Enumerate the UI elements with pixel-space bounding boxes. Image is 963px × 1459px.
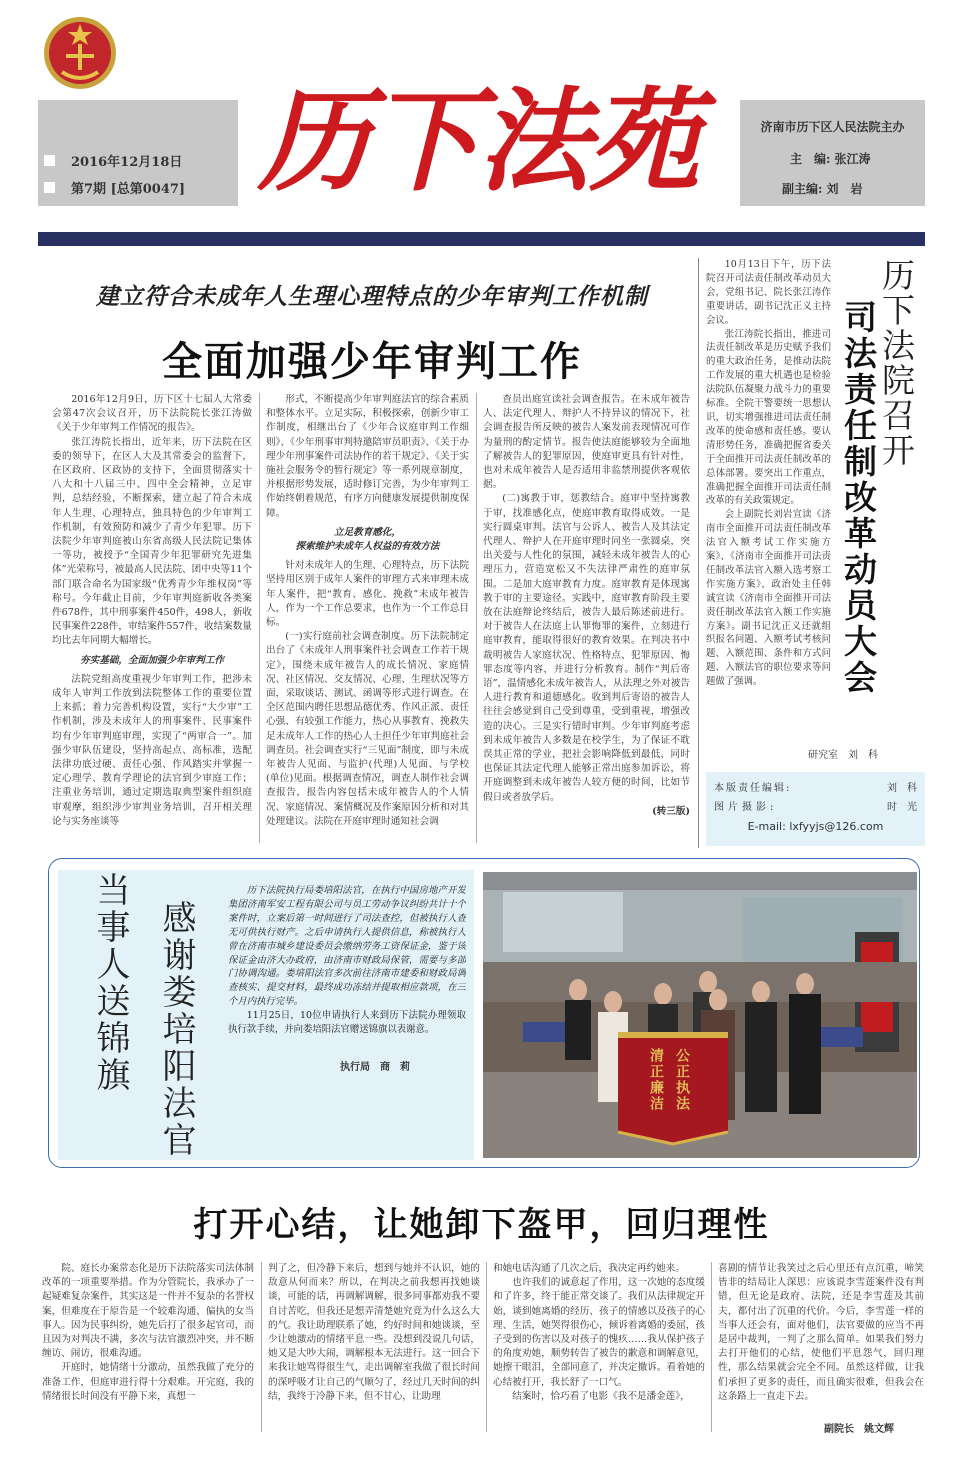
article1-col1: 2016年12月9日，历下区十七届人大常委会第47次会议召开，历下法院院长张江涛做《关于少年审判工作情况的报告》。 张江涛院长指出，近年来，历下法院在区委的领导下，在区人大及其常委会的监督下，在区政府、区政协的支持下，全面贯彻落实十八大和十八届三中、四中全会精神，立足审判，总结经验，不断探索，建立起了符合未成年人生理、心理特点，独具特色的少年审判工作机制，有效预防和减少了青少年犯罪。历下法院少年审判庭被山东省高级人民法院记集体一等功，被授予“全国青少年犯罪研究先进集体”光荣称号，被最高人民法院、团中央等11个部门联合命名为国家级“优秀青少年维权岗”等称号。今年截止目前，少年审判庭新收各类案件678件，其中刑事案件450件，498人，新收民事案件228件，审结案件557件，收结案数量均比去年同期大幅增长。 夯实基础，全面加强少年审判工作 法院党组高度重视少年审判工作，把涉未成年人审判工作放到法院整体工作的重要位置上来抓；着力完善机构设置，实行“大少审”工作机制，涉及未成年人的刑事案件、民事案件均有少年审判庭审理，实现了“两审合一”。加强少审队伍建设，坚持高起点、高标准，选配法律功底过硬、责任心强、作风踏实并掌握一定心理学、教育学理论的法官到少审庭工作；注重业务培训，通过定期选取典型案件组织庭审观摩，组织涉少审判业务培训，召开相关理论与实务座谈等 [52,394,252,827]
newspaper-title: 历下法苑 [258,76,698,207]
banner-text-right: 公正执法 [674,1048,690,1112]
article3-headline-a: 当事人送锦旗 [90,872,130,1094]
article1-col2: 形式，不断提高少年审判庭法官的综合素质和整体水平。立足实际，积极探索，创新少审工作制度，相继出台了《少年合议庭审判工作细则》、《少年刑事审判特邀陪审员职责》、《关于办理少年刑事案件司法协作的若干规定》、《关于实施社会服务令的暂行规定》等一系列规章制度，并根据形势发展，适时修订完善，为少年审判工作始终朝着规范，有序方向健康发展提供制度保障。 立足教育感化， 探索维护未成年人权益的有效方法 针对未成年人的生理、心理特点，历下法院坚持用区别于成年人案件的审理方式来审理未成年人案件，把“教育、感化、挽救”未成年被告人，作为一个工作总要求，也作为一个工作总目标。 (一)实行庭前社会调查制度。历下法院制定出台了《未成年人刑事案件社会调查工作若干规定》，围绕未成年被告人的成长情况、家庭情况、社区情况、交友情况、心理、生理状况等方面，采取谈话、测试、函调等形式进行调查。在全区范围内聘任思想品德优秀、作风正派、责任心强、有较强工作能力，热心从事教育、挽救失足未成年人工作的热心人士担任少年审判庭社会调查员。社会调查实行“三见面”制度，即与未成年被告人见面、与监护(代理)人见面、与学校(单位)见面。根据调查情况，调查人制作社会调查报告，报告内容包括未成年被告人的个人情况、家庭情况、案情概况及作案原因分析和对其处理建议。法院在开庭审理时通知社会调 [266,394,469,827]
column-rule [711,1262,712,1432]
banner-presentation-photo [483,872,917,1158]
article3-body: 历下法院执行局娄培阳法官，在执行中国房地产开发集团济南军安工程有限公司与员工劳动争议纠纷共计十个案件时，立案后第一时间进行了司法查控，但被执行人查无可供执行财产。之后申请执行人提供信息，称被执行人曾在济南市城乡建设委员会缴纳劳务工资保证金，鉴于该保证金由济大办政府，由济南市财政局保管，需要与多部门协调沟通。娄培阳法官多次前往济南市建委和财政局调查核实、提交材料，最终成功冻结并提取相应款项，在三个月内执行完毕。 11月25日，10位申请执行人来到历下法院办理领取执行款手续，并向娄培阳法官赠送锦旗以表谢意。 [228,885,466,1036]
article2-body: 10月13日下午，历下法院召开司法责任制改革动员大会，党组书记、院长张江涛作重要讲话，副书记沈正义主持会议。 张江涛院长指出，推进司法责任制改革是历史赋予我们的重大政治任务，是推动法院工作发展的重大机遇也是检验法院队伍凝聚力战斗力的重要标准。全院干警要统一思想认识，切实增强推进司法责任制改革的使命感和责任感。要认清形势任务，准确把握省委关于全面推开司法责任制改革的总体部署。要突出工作重点，准确把握全面推开司法责任制改革的有关政策规定。 会上副院长刘岩宣读《济南市全面推开司法责任制改革法官入额考试工作实施方案》、《济南市全面推开司法责任制改革法官入额入选考察工作实施方案》，政治处主任韩诚宣读《济南市全面推开司法责任制改革法官入额工作实施方案》。副书记沈正义还就组织报名问题、入额考试考核问题、入额范围、条件和方式问题、入额法官的职位要求等问题做了强调。 [706,259,831,688]
article1-subhead2b: 探索维护未成年人权益的有效方法 [295,541,440,553]
article4-col4: 喜剧的情节让我笑过之后心里还有点沉重，啼笑皆非的结局让人深思：应该说李雪莲案件没有判错，但无论是政府、法院，还是李雪莲及其前夫，都付出了沉重的代价。今后，李雪莲一样的当事人还会有，面对他们，法官要做的应当不再是居中裁判，一判了之那么简单。如果我们努力去打开他们的心结，使他们平息怨气，回归理性，那么结果就会完全不同。虽然这样做，让我们承担了更多的责任，而且确实很难，但我会在这条路上一直走下去。 [718,1263,924,1402]
article4-byline: 副院长 姚文辉 [824,1424,894,1435]
masthead-divider [38,232,925,246]
article2-headline-b: 司法责任制改革动员大会 [839,300,878,696]
editor-info-box: 本版责任编辑: 刘 科 图片摄影: 时 光 E-mail: lxfyyjs@126.com [706,772,925,846]
square-bullet-icon [44,155,55,166]
editor-email: E-mail: lxfyyjs@126.com [747,820,884,833]
article3-headline-b: 感谢娄培阳法官 [156,900,196,1159]
article4-col3: 和她电话沟通了几次之后，我决定再约她来。 也许我们的诚意起了作用，这一次她的态度缓和了许多，终于能正常交谈了。我们从法律规定开始，谈到她离婚的经历、孩子的情感以及孩子的心理、生活，她哭得很伤心，倾诉着离婚的委屈，孩子受到的伤害以及对孩子的愧疚……我从保护孩子的角度劝她，顺势转告了被告的歉意和调解意见，她擦干眼泪，全部同意了，并决定撤诉。看着她的心结被打开，我长舒了一口气。 结案时，恰巧看了电影《我不是潘金莲》， [493,1263,705,1402]
court-emblem [42,14,118,92]
article1-col3: 查员出庭宣读社会调查报告。在未成年被告人、法定代理人、辩护人不持异议的情况下，社会调查报告所反映的被告人案发前表现情况可作为量刑的酌定情节。报告使法庭能够较为全面地了解被告人的犯罪原因，使庭审更具有针对性，也对未成年被告人是否适用非监禁刑提供客观依据。 (二)寓教于审，惩教结合。庭审中坚持寓教于审，找准感化点，使庭审教育取得成效。一是实行圆桌审判。法官与公诉人、被告人及其法定代理人、辩护人在开庭审理时同坐一张圆桌，突出关爱与人性化的氛围，减轻未成年被告人的心理压力，营造宽松又不失法律严肃性的庭审氛围。二是加大庭审教育力度。庭审教育是体现寓教于审的主要途径。实践中，庭审教育阶段主要放在法庭辩论终结后，被告人最后陈述前进行。对于被告人在法庭上认罪悔罪的案件，立刻进行庭审教育，能取得很好的教育效果。在判决书中裁明被告人家庭状况、性格特点、犯罪原因、悔罪态度等内容，并进行分析教育。制作“判后寄语”，温情感化未成年被告人，从法理之外对被告人进行教育和道德感化。收到判后寄语的被告人往往会感觉到自己受到尊重，受到重视，增强改造的决心。三是实行错时审判。少年审判庭考虑到未成年被告人多数是在校学生，为了保证不耽误其正常的学业，把社会影响降低到最低，同时也保证其法定代理人能够正常出庭参加诉讼，将开庭调整到未成年被告人较方便的时间，比如节假日或者放学后。 (转三版) [483,394,690,817]
article2-byline: 研究室 刘 科 [808,750,878,761]
article2-headline-a: 历下法院召开 [877,258,916,468]
article4-headline: 打开心结，让她卸下盔甲，回归理性 [193,1205,770,1245]
article3-byline: 执行局 商 莉 [340,1062,410,1073]
continuation-note: (转三版) [652,805,690,817]
banner-text-left: 清正廉洁 [648,1048,664,1112]
sponsor: 济南市历下区人民法院主办 [760,120,905,134]
editor-row: 主 编: 张江涛 [790,152,871,166]
column-rule [486,1262,487,1432]
issue-row [44,177,185,197]
article4-col2: 判了之，但冷静下来后，想到与她并不认识，她的敌意从何而来？所以，在判决之前我想再找她谈谈，可能的话，再调解调解，很多同事都劝我不要自讨苦吃，但我还是想弄清楚她究竟为什么这么大的气。我让助理联系了她，约好时间和她谈谈，至少让她激动的情绪平息一些。没想到没说几句话，她又是大吵大闹，调解根本无法进行。这一回合下来我让她骂得很生气，走出调解室我做了很长时间的深呼吸才让自己的气顺匀了，经过几天时间的纠结，我终于冷静下来，但不甘心，让助理 [268,1263,480,1402]
column-rule [476,393,477,843]
issue-number: 第7期 [总第0047] [71,181,186,197]
column-rule [261,1262,262,1432]
square-bullet-icon [44,182,55,193]
article4-col1: 院、庭长办案常态化是历下法院落实司法体制改革的一项重要举措。作为分管院长，我承办了一起疑难复杂案件，其实这是一件并不复杂的名誉权案，但难度在于原告是一个较难沟通、偏执的女当事人。因为民事纠纷，她先后打了很多起官司，而且因为对判决不满，多次与法官激烈冲突，并不断缠访、闹访，很难沟通。 开庭时，她情绪十分激动，虽然我做了充分的准备工作，但庭审进行得十分艰难。开完庭，我的情绪很长时间没有平静下来，真想一 [42,1263,254,1402]
section-rule [698,258,699,848]
article1-kicker: 建立符合未成年人生理心理特点的少年审判工作机制 [96,283,648,310]
column-rule [259,393,260,843]
date-row [44,150,182,170]
article1-subhead2a: 立足教育感化， [333,526,402,538]
deputy-row: 副主编: 刘 岩 [782,182,863,196]
article1-subhead1: 夯实基础，全面加强少年审判工作 [80,654,224,666]
issue-date: 2016年12月18日 [71,154,183,170]
article1-headline: 全面加强少年审判工作 [162,339,582,385]
